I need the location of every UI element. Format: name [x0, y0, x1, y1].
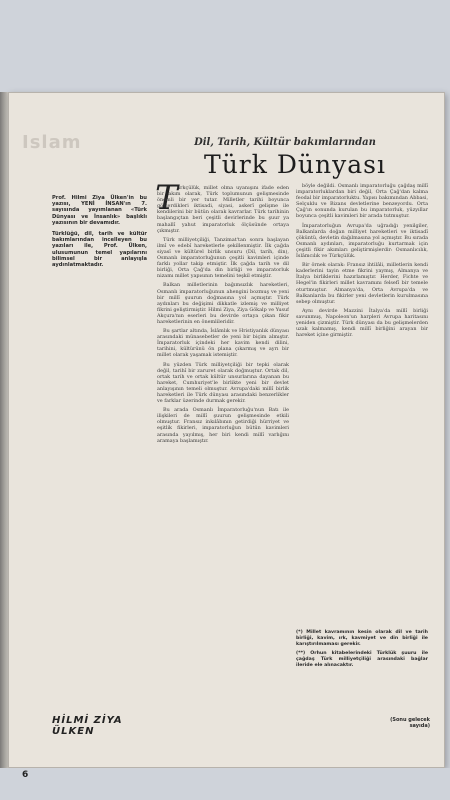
body-paragraph: böyle değildi. Osmanlı imparatorluğu çağdaş millî imparatorluklardan biri değil, Orta Çağ'dan kalma feodal bir imparatorluktu. Yapısı bakımından Abbasi, Selçuklu ve Bizans devletlerine benzeyordu. Orta Çağ'ın sonunda kurulan bu imparatorluk, yüzyıllar boyunca çeşitli kavimleri bir arada tutmuştur. — [296, 183, 428, 220]
body-paragraph: Balkan milletlerinin bağımsızlık hareketleri, Osmanlı imparatorluğunun ahengini bozmuş ve yeni bir millî şuurun doğmasına yol açmıştır. Türk aydınları bu değişimi dikkatle izlemiş ve milliyet fikrini geliştirmiştir. Hilmi Ziya, Ziya Gökalp ve Yusuf Akçura'nın eserleri bu devirde ortaya çıkan fikir hareketlerinin en önemlileridir. — [157, 282, 289, 325]
body-column-2 — [296, 183, 428, 623]
binding-fold — [0, 92, 8, 768]
body-paragraph: Bu şartlar altında, İslâmlık ve Hristiyanlık dünyası arasındaki münasebetler de yeni bir biçim almıştır. İmparatorluk içindeki her kavim kendi dilini, tarihini, kültürünü ön plana çıkarmış ve ayrı bir millet olarak yaşamak istemiştir. — [157, 328, 289, 359]
article-title: Türk Dünyası — [204, 150, 386, 179]
author-name: HİLMİ ZİYA ÜLKEN — [52, 715, 123, 737]
drop-cap: T — [155, 178, 178, 218]
footnote: (*) Millet kavramının kesin olarak dil ve tarih birliği, kavim, ırk, kavmiyet ve din birliği ile karıştırılmaması gerekir. — [296, 630, 428, 647]
page-number: 6 — [22, 770, 29, 780]
footnotes — [296, 630, 428, 673]
body-paragraph: Aynı devirde Mazzini İtalya'da millî birliği savunmuş, Napoleon'un harpleri Avrupa haritasını yeniden çizmiştir. Türk dünyası da bu gelişmelerden uzak kalmamış, kendi millî birliğini arayan bir hareket içine girmiştir. — [296, 307, 428, 339]
article-intro — [52, 195, 147, 273]
intro-paragraph: Türklüğü, dil, tarih ve kültür bakımlarından incelleyen bu yazıları ile, Prof. Ülken, ulusumunun temel yapılarını bilimsel bir anlayışla aydınlatmaktadır. — [52, 231, 147, 269]
bleed-through-text: Islam — [22, 132, 82, 153]
body-paragraph: ürkçülük, millet olma uyanışını ifade eden bir akım olarak, Türk toplumunun gelişmesinde önemli bir yer tutar. Milletler tarihi boyunca gösterdikleri iktisadi, siyasi, askerî gelişme ile kendilerini bir bütün olarak kavrarlar. Türk tarihinin başlangıçtan beri çeşitli devirlerinde bu şuur ya mahallî yahut imparatorluk ölçüsünde ortaya çıkmıştır. — [157, 185, 289, 234]
footnote: (**) Orhun kitabelerindeki Türklük şuuru ile çağdaş Türk milliyetçiliği arasındaki bağlar ileride ele alınacaktır. — [296, 651, 428, 668]
body-paragraph: İmparatorluğun Avrupa'da uğradığı yenilgiler, Balkanlarda doğan milliyet hareketleri ve iktisadî çöküntü, devletin dağılmasına yol açmıştır. Bu sırada Osmanlı aydınları, imparatorluğu kurtarmak için çeşitli fikir akımları geliştirmişlerdir: Osmanlıcılık, İslâmcılık ve Türkçülük. — [296, 222, 428, 260]
body-paragraph: Bu yüzden Türk milliyetçiliği bir tepki olarak değil, tarihî bir zaruret olarak doğmuştur. Ortak dil, ortak tarih ve ortak kültür unsurlarına dayanan bu hareket, Cumhuriyet'le birlikte yeni bir devlet anlayışının temeli olmuştur. Avrupa'daki millî birlik hareketleri ile Türk dünyası arasındaki benzerlikler ve farklar üzerinde durmak gerekir. — [157, 361, 289, 405]
intro-paragraph: Prof. Hilmi Ziya Ülken'in bu yazısı, YENİ İNSAN'ın 7. sayısında yayımlanan «Türk Dünyası ve İnsanlık» başlıklı yazısının bir devamıdır. — [52, 195, 147, 226]
article-kicker: Dil, Tarih, Kültür bakımlarından — [194, 137, 376, 148]
body-column-1 — [155, 178, 289, 717]
body-paragraph: Bir örnek olarak: Fransız ihtilâli, milletlerin kendi kaderlerini tayin etme fikrini yaymış, Almanya ve İtalya birliklerini hazırlamıştır. Herder, Fichte ve Hegel'in fikirleri millet kavramını felsefî bir temele oturtmuştur. Almanya'da, Orta Avrupa'da ve Balkanlarda bu fikirler yeni devletlerin kurulmasına sebep olmuştur. — [296, 262, 428, 305]
body-paragraph: Bu arada Osmanlı İmparatorluğu'nun Batı ile ilişkileri de millî şuurun gelişmesinde etkili olmuştur. Fransız inkılâbının getirdiği hürriyet ve eşitlik fikirleri, imparatorluğun bütün kavimleri arasında yayılmış, her biri kendi millî varlığını aramaya başlamıştır. — [157, 407, 289, 444]
continued-note: (Sonu gelecek sayıda) — [390, 717, 430, 729]
body-paragraph: Türk milliyetçiliği, Tanzimat'tan sonra başlayan ilmî ve edebî hareketlerle şekillenmiştir. İlk çağda siyasî ve kültürel birlik unsuru (Dil, tarih, din), Osmanlı imparatorluğunun çeşitli kavimleri içinde farklı yollar takip etmiştir. İlk çağda tarih ve dil birliği, Orta Çağ'da din birliği ve imparatorluk nizamı millet yapısının temelini teşkil etmiştir. — [157, 236, 289, 280]
background-strip — [0, 768, 450, 800]
